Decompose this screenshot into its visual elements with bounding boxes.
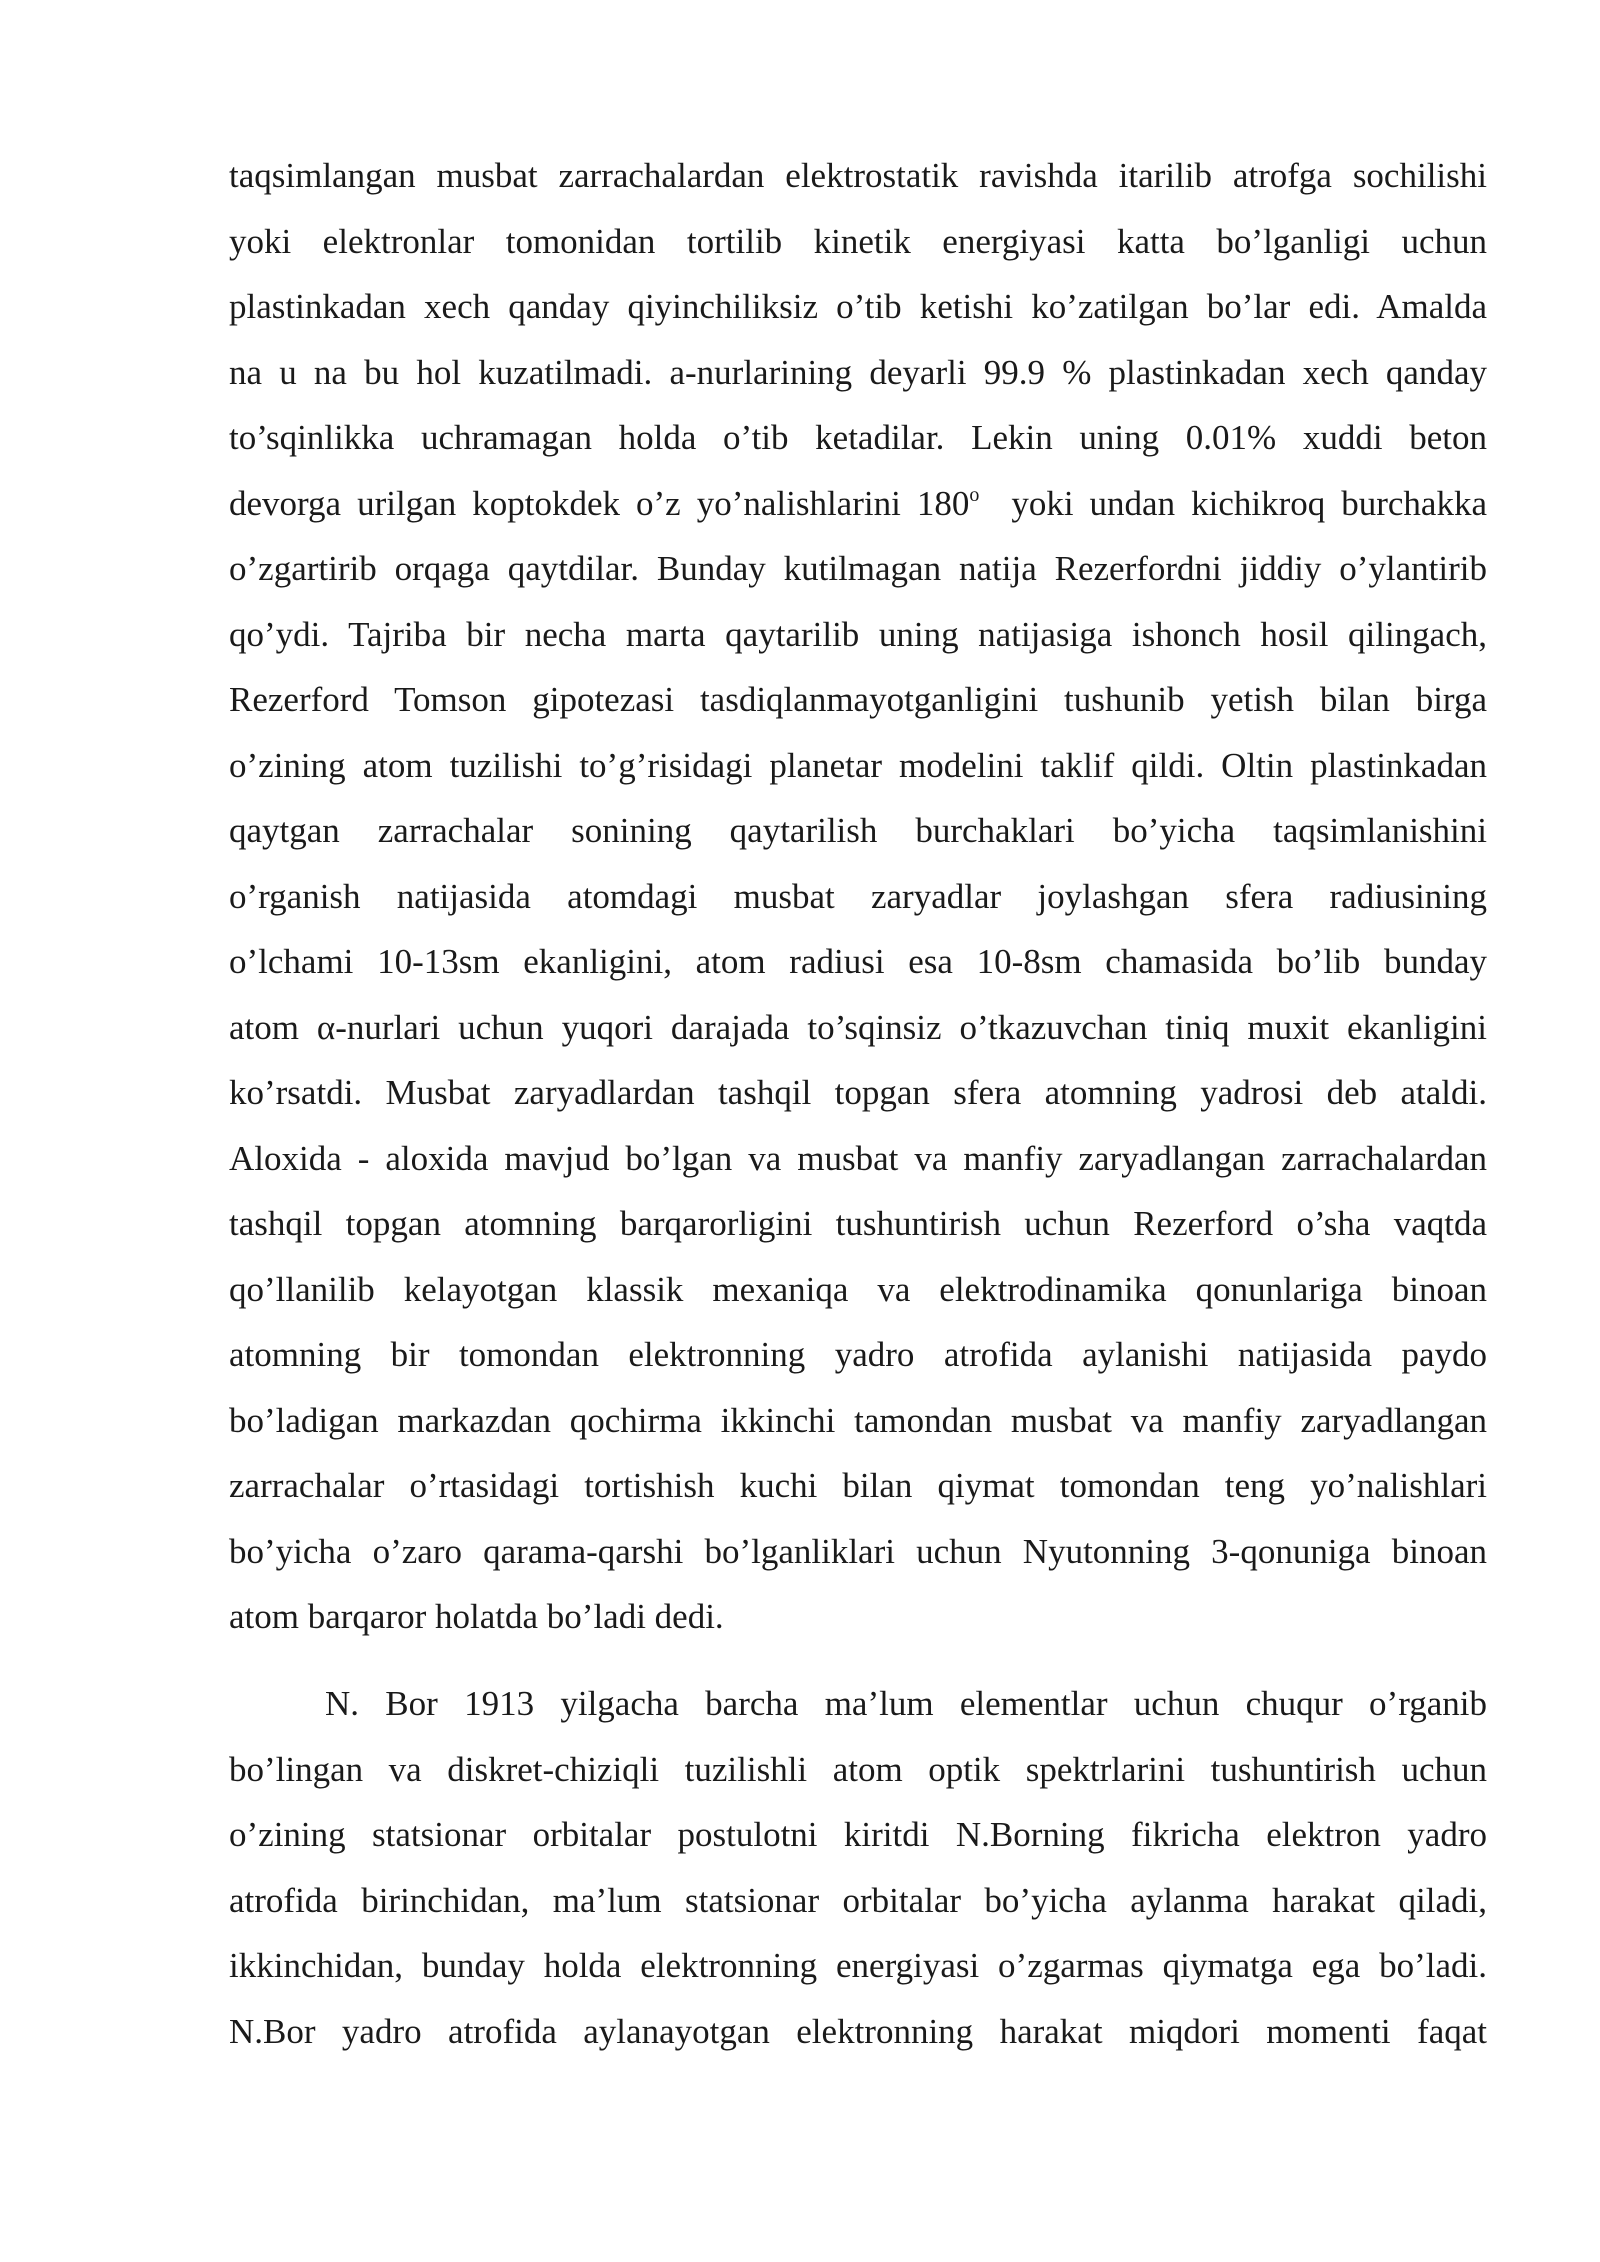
text-line: qaytgan zarrachalar sonining qaytarilish burchaklari bo’yicha taqsimlanishini — [229, 811, 1487, 850]
text-line: tashqil topgan atomning barqarorligini tushuntirish uchun Rezerford o’sha vaqtda — [229, 1204, 1487, 1243]
text-segment: yoki undan kichikroq burchakka — [979, 483, 1488, 523]
paragraph-1 — [229, 143, 1487, 1650]
text-line: to’sqinlikka uchramagan holda o’tib ketadilar. Lekin uning 0.01% xuddi beton — [229, 418, 1487, 457]
text-line: bo’lingan va diskret-chiziqli tuzilishli atom optik spektrlarini tushuntirish uchun — [229, 1749, 1487, 1789]
text-line: bo’yicha o’zaro qarama-qarshi bo’lganliklari uchun Nyutonning 3-qonuniga binoan — [229, 1531, 1487, 1571]
text-line: atom barqaror holatda bo’ladi dedi. — [229, 1597, 724, 1636]
text-line: ko’rsatdi. Musbat zaryadlardan tashqil topgan sfera atomning yadrosi deb ataldi. — [229, 1073, 1487, 1112]
text-line: atrofida birinchidan, ma’lum statsionar orbitalar bo’yicha aylanma harakat qiladi, — [229, 1880, 1487, 1920]
text-line: taqsimlangan musbat zarrachalardan elektrostatik ravishda itarilib atrofga sochilishi — [229, 156, 1487, 195]
text-line: N.Bor yadro atrofida aylanayotgan elektronning harakat miqdori momenti faqat — [229, 2011, 1487, 2051]
text-line: bo’ladigan markazdan qochirma ikkinchi tamondan musbat va manfiy zaryadlangan — [229, 1400, 1487, 1440]
text-line: plastinkadan xech qanday qiyinchiliksiz o’tib ketishi ko’zatilgan bo’lar edi. Amalda — [229, 287, 1487, 326]
text-line: o’zining atom tuzilishi to’g’risidagi planetar modelini taklif qildi. Oltin plastinkadan — [229, 745, 1487, 785]
text-line: atomning bir tomondan elektronning yadro atrofida aylanishi natijasida paydo — [229, 1335, 1487, 1374]
text-line-with-superscript — [229, 471, 1487, 537]
text-line: ikkinchidan, bunday holda elektronning energiyasi o’zgarmas qiymatga ega bo’ladi. — [229, 1946, 1487, 1985]
degree-superscript: o — [969, 483, 980, 506]
text-line: o’lchami 10-13sm ekanligini, atom radiusi esa 10-8sm chamasida bo’lib bunday — [229, 942, 1487, 981]
text-line: Aloxida - aloxida mavjud bo’lgan va musbat va manfiy zaryadlangan zarrachalardan — [229, 1138, 1487, 1178]
text-line: qo’ydi. Tajriba bir necha marta qaytarilib uning natijasiga ishonch hosil qilingach, — [229, 614, 1487, 654]
paragraph-2 — [229, 1671, 1487, 2064]
text-line: N. Bor 1913 yilgacha barcha ma’lum elementlar uchun chuqur o’rganib — [325, 1684, 1487, 1723]
text-line: na u na bu hol kuzatilmadi. a-nurlarining deyarli 99.9 % plastinkadan xech qanday — [229, 352, 1487, 392]
text-line: qo’llanilib kelayotgan klassik mexaniqa va elektrodinamika qonunlariga binoan — [229, 1269, 1487, 1309]
text-segment: devorga urilgan koptokdek o’z yo’nalishlarini 180 — [229, 483, 970, 523]
text-line: zarrachalar o’rtasidagi tortishish kuchi bilan qiymat tomondan teng yo’nalishlari — [229, 1466, 1487, 1505]
text-line: yoki elektronlar tomonidan tortilib kinetik energiyasi katta bo’lganligi uchun — [229, 221, 1487, 261]
text-line: Rezerford Tomson gipotezasi tasdiqlanmayotganligini tushunib yetish bilan birga — [229, 680, 1487, 719]
text-line: o’zgartirib orqaga qaytdilar. Bunday kutilmagan natija Rezerfordni jiddiy o’ylantirib — [229, 549, 1487, 588]
text-line: atom α-nurlari uchun yuqori darajada to’sqinsiz o’tkazuvchan tiniq muxit ekanligini — [229, 1007, 1487, 1047]
text-line: o’zining statsionar orbitalar postulotni kiritdi N.Borning fikricha elektron yadro — [229, 1815, 1487, 1854]
text-line: o’rganish natijasida atomdagi musbat zaryadlar joylashgan sfera radiusining — [229, 876, 1487, 916]
